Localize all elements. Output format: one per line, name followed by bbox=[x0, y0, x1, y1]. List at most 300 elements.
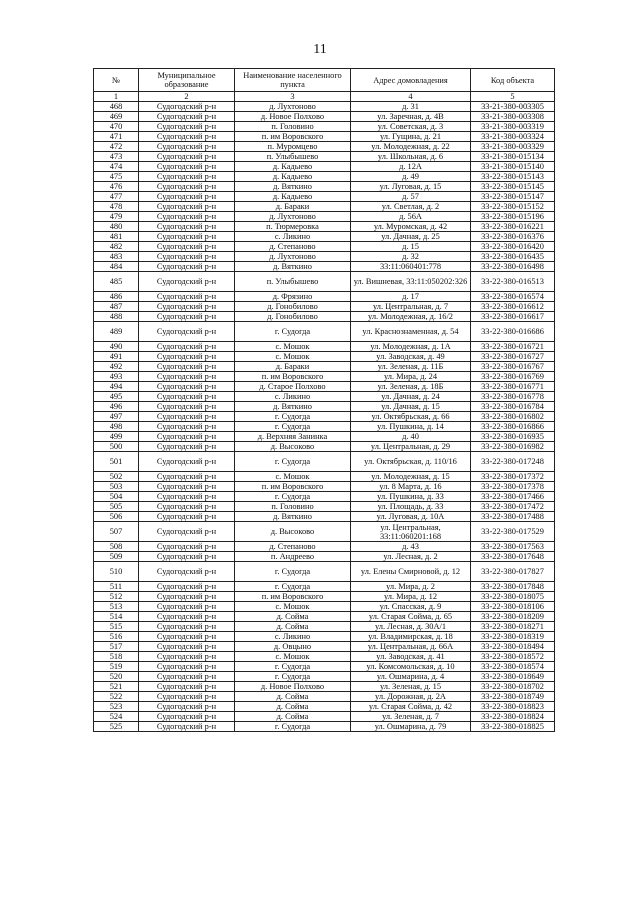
municipality-cell: Судогодский р-н bbox=[139, 382, 235, 392]
address-cell: ул. Зеленая, д. 7 bbox=[351, 712, 471, 722]
row-number: 485 bbox=[94, 272, 139, 292]
row-number: 512 bbox=[94, 592, 139, 602]
address-cell: ул. Заводская, д. 41 bbox=[351, 652, 471, 662]
object-code-cell: 33-22-380-016513 bbox=[471, 272, 555, 292]
table-row bbox=[94, 592, 555, 602]
settlement-cell: д. Кадыево bbox=[235, 162, 351, 172]
column-index: 1 bbox=[94, 92, 139, 102]
row-number: 494 bbox=[94, 382, 139, 392]
row-number: 469 bbox=[94, 112, 139, 122]
settlement-cell: д. Лухтоново bbox=[235, 212, 351, 222]
address-cell: ул. Дачная, д. 15 bbox=[351, 402, 471, 412]
address-cell: ул. Октябрьская, д. 110/16 bbox=[351, 452, 471, 472]
object-code-cell: 33-22-380-018649 bbox=[471, 672, 555, 682]
settlement-cell: п. им Воровского bbox=[235, 482, 351, 492]
table-row bbox=[94, 702, 555, 712]
row-number: 483 bbox=[94, 252, 139, 262]
object-code-cell: 33-22-380-018825 bbox=[471, 722, 555, 732]
object-code-cell: 33-22-380-015196 bbox=[471, 212, 555, 222]
municipality-cell: Судогодский р-н bbox=[139, 112, 235, 122]
municipality-cell: Судогодский р-н bbox=[139, 542, 235, 552]
address-cell: д. 12А bbox=[351, 162, 471, 172]
settlement-cell: п. Головино bbox=[235, 122, 351, 132]
object-code-cell: 33-22-380-016435 bbox=[471, 252, 555, 262]
table-body bbox=[94, 102, 555, 732]
object-code-cell: 33-22-380-018749 bbox=[471, 692, 555, 702]
object-code-cell: 33-22-380-017848 bbox=[471, 582, 555, 592]
address-cell: ул. 8 Марта, д. 16 bbox=[351, 482, 471, 492]
address-cell: ул. Мира, д. 2 bbox=[351, 582, 471, 592]
settlement-cell: г. Судогда bbox=[235, 562, 351, 582]
municipality-cell: Судогодский р-н bbox=[139, 472, 235, 482]
table-row bbox=[94, 182, 555, 192]
municipality-cell: Судогодский р-н bbox=[139, 602, 235, 612]
object-code-cell: 33-22-380-015147 bbox=[471, 192, 555, 202]
row-number: 486 bbox=[94, 292, 139, 302]
table-row bbox=[94, 602, 555, 612]
table-row bbox=[94, 402, 555, 412]
municipality-cell: Судогодский р-н bbox=[139, 322, 235, 342]
table-row bbox=[94, 152, 555, 162]
municipality-cell: Судогодский р-н bbox=[139, 302, 235, 312]
settlement-cell: г. Судогда bbox=[235, 662, 351, 672]
object-code-cell: 33-21-380-003308 bbox=[471, 112, 555, 122]
settlement-cell: д. Степаново bbox=[235, 542, 351, 552]
address-cell: ул. Пушкина, д. 14 bbox=[351, 422, 471, 432]
settlement-cell: г. Судогда bbox=[235, 582, 351, 592]
settlement-cell: п. Головино bbox=[235, 502, 351, 512]
table-row bbox=[94, 252, 555, 262]
address-cell: ул. Зеленая, д. 11Б bbox=[351, 362, 471, 372]
row-number: 524 bbox=[94, 712, 139, 722]
municipality-cell: Судогодский р-н bbox=[139, 142, 235, 152]
row-number: 473 bbox=[94, 152, 139, 162]
settlement-cell: г. Судогда bbox=[235, 452, 351, 472]
table-row bbox=[94, 692, 555, 702]
municipality-cell: Судогодский р-н bbox=[139, 522, 235, 542]
municipality-cell: Судогодский р-н bbox=[139, 622, 235, 632]
object-code-cell: 33-22-380-018106 bbox=[471, 602, 555, 612]
table-row bbox=[94, 682, 555, 692]
table-row bbox=[94, 202, 555, 212]
address-cell: ул. Ошмарина, д. 4 bbox=[351, 672, 471, 682]
settlement-cell: д. Гонобилово bbox=[235, 302, 351, 312]
municipality-cell: Судогодский р-н bbox=[139, 502, 235, 512]
settlement-cell: д. Гонобилово bbox=[235, 312, 351, 322]
table-row bbox=[94, 302, 555, 312]
table-row bbox=[94, 322, 555, 342]
address-cell: ул. Центральная, д. 66А bbox=[351, 642, 471, 652]
object-code-cell: 33-21-380-003319 bbox=[471, 122, 555, 132]
table-row bbox=[94, 612, 555, 622]
settlement-cell: п. Андреево bbox=[235, 552, 351, 562]
settlement-cell: с. Ликино bbox=[235, 232, 351, 242]
header-address: Адрес домовладения bbox=[351, 69, 471, 92]
municipality-cell: Судогодский р-н bbox=[139, 432, 235, 442]
object-code-cell: 33-22-380-016866 bbox=[471, 422, 555, 432]
address-cell: д. 17 bbox=[351, 292, 471, 302]
settlement-cell: д. Бараки bbox=[235, 202, 351, 212]
row-number: 475 bbox=[94, 172, 139, 182]
table-row bbox=[94, 712, 555, 722]
table-row bbox=[94, 292, 555, 302]
table-row bbox=[94, 362, 555, 372]
table-row bbox=[94, 622, 555, 632]
row-number: 470 bbox=[94, 122, 139, 132]
municipality-cell: Судогодский р-н bbox=[139, 692, 235, 702]
municipality-cell: Судогодский р-н bbox=[139, 492, 235, 502]
address-cell: ул. Луговая, д. 10А bbox=[351, 512, 471, 522]
table-row bbox=[94, 482, 555, 492]
object-code-cell: 33-21-380-003329 bbox=[471, 142, 555, 152]
municipality-cell: Судогодский р-н bbox=[139, 632, 235, 642]
address-cell: ул. Елены Смирновой, д. 12 bbox=[351, 562, 471, 582]
row-number: 493 bbox=[94, 372, 139, 382]
object-code-cell: 33-22-380-016221 bbox=[471, 222, 555, 232]
address-cell: ул. Лесная, д. 2 bbox=[351, 552, 471, 562]
address-cell: д. 57 bbox=[351, 192, 471, 202]
object-code-cell: 33-22-380-016771 bbox=[471, 382, 555, 392]
object-code-cell: 33-21-380-015140 bbox=[471, 162, 555, 172]
municipality-cell: Судогодский р-н bbox=[139, 132, 235, 142]
municipality-cell: Судогодский р-н bbox=[139, 512, 235, 522]
municipality-cell: Судогодский р-н bbox=[139, 372, 235, 382]
settlement-cell: г. Судогда bbox=[235, 672, 351, 682]
municipality-cell: Судогодский р-н bbox=[139, 562, 235, 582]
row-number: 502 bbox=[94, 472, 139, 482]
address-cell: д. 40 bbox=[351, 432, 471, 442]
address-cell: ул. Владимирская, д. 18 bbox=[351, 632, 471, 642]
settlement-cell: п. им Воровского bbox=[235, 132, 351, 142]
settlement-cell: п. Тюрмеровка bbox=[235, 222, 351, 232]
municipality-cell: Судогодский р-н bbox=[139, 482, 235, 492]
row-number: 488 bbox=[94, 312, 139, 322]
object-code-cell: 33-22-380-017488 bbox=[471, 512, 555, 522]
address-cell: ул. Молодежная, д. 1А bbox=[351, 342, 471, 352]
header-object-code: Код объекта bbox=[471, 69, 555, 92]
row-number: 518 bbox=[94, 652, 139, 662]
objects-table bbox=[93, 68, 555, 732]
municipality-cell: Судогодский р-н bbox=[139, 422, 235, 432]
address-cell: ул. Старая Сойма, д. 42 bbox=[351, 702, 471, 712]
table-row bbox=[94, 312, 555, 322]
settlement-cell: д. Вяткино bbox=[235, 402, 351, 412]
municipality-cell: Судогодский р-н bbox=[139, 192, 235, 202]
table-row bbox=[94, 522, 555, 542]
column-index: 4 bbox=[351, 92, 471, 102]
object-code-cell: 33-22-380-018824 bbox=[471, 712, 555, 722]
row-number: 509 bbox=[94, 552, 139, 562]
settlement-cell: д. Лухтоново bbox=[235, 252, 351, 262]
row-number: 513 bbox=[94, 602, 139, 612]
column-index: 3 bbox=[235, 92, 351, 102]
row-number: 497 bbox=[94, 412, 139, 422]
settlement-cell: д. Сойма bbox=[235, 702, 351, 712]
municipality-cell: Судогодский р-н bbox=[139, 262, 235, 272]
address-cell: 33:11:060401:778 bbox=[351, 262, 471, 272]
settlement-cell: д. Новое Полхово bbox=[235, 112, 351, 122]
settlement-cell: п. им Воровского bbox=[235, 592, 351, 602]
row-number: 501 bbox=[94, 452, 139, 472]
municipality-cell: Судогодский р-н bbox=[139, 342, 235, 352]
object-code-cell: 33-22-380-016935 bbox=[471, 432, 555, 442]
object-code-cell: 33-22-380-018271 bbox=[471, 622, 555, 632]
table-row bbox=[94, 432, 555, 442]
table-row bbox=[94, 672, 555, 682]
row-number: 511 bbox=[94, 582, 139, 592]
row-number: 476 bbox=[94, 182, 139, 192]
settlement-cell: с. Мошок bbox=[235, 602, 351, 612]
settlement-cell: д. Высоково bbox=[235, 442, 351, 452]
address-cell: ул. Молодежная, д. 15 bbox=[351, 472, 471, 482]
object-code-cell: 33-22-380-016982 bbox=[471, 442, 555, 452]
table-row bbox=[94, 472, 555, 482]
settlement-cell: д. Кадыево bbox=[235, 192, 351, 202]
column-index: 2 bbox=[139, 92, 235, 102]
municipality-cell: Судогодский р-н bbox=[139, 172, 235, 182]
table-row bbox=[94, 652, 555, 662]
table-row bbox=[94, 542, 555, 552]
row-number: 506 bbox=[94, 512, 139, 522]
municipality-cell: Судогодский р-н bbox=[139, 202, 235, 212]
object-code-cell: 33-22-380-016574 bbox=[471, 292, 555, 302]
row-number: 489 bbox=[94, 322, 139, 342]
municipality-cell: Судогодский р-н bbox=[139, 212, 235, 222]
row-number: 472 bbox=[94, 142, 139, 152]
settlement-cell: д. Кадыево bbox=[235, 172, 351, 182]
object-code-cell: 33-22-380-016778 bbox=[471, 392, 555, 402]
row-number: 515 bbox=[94, 622, 139, 632]
object-code-cell: 33-22-380-017827 bbox=[471, 562, 555, 582]
settlement-cell: с. Мошок bbox=[235, 652, 351, 662]
address-cell: ул. Мира, д. 12 bbox=[351, 592, 471, 602]
municipality-cell: Судогодский р-н bbox=[139, 402, 235, 412]
row-number: 482 bbox=[94, 242, 139, 252]
object-code-cell: 33-22-380-016769 bbox=[471, 372, 555, 382]
settlement-cell: д. Сойма bbox=[235, 622, 351, 632]
settlement-cell: д. Высоково bbox=[235, 522, 351, 542]
row-number: 471 bbox=[94, 132, 139, 142]
object-code-cell: 33-22-380-016802 bbox=[471, 412, 555, 422]
object-code-cell: 33-21-380-015134 bbox=[471, 152, 555, 162]
settlement-cell: г. Судогда bbox=[235, 322, 351, 342]
object-code-cell: 33-22-380-016420 bbox=[471, 242, 555, 252]
municipality-cell: Судогодский р-н bbox=[139, 242, 235, 252]
header-settlement: Наименование населенного пункта bbox=[235, 69, 351, 92]
object-code-cell: 33-22-380-018702 bbox=[471, 682, 555, 692]
object-code-cell: 33-22-380-017648 bbox=[471, 552, 555, 562]
row-number: 520 bbox=[94, 672, 139, 682]
object-code-cell: 33-22-380-015152 bbox=[471, 202, 555, 212]
address-cell: ул. Заводская, д. 49 bbox=[351, 352, 471, 362]
table-row bbox=[94, 262, 555, 272]
row-number: 500 bbox=[94, 442, 139, 452]
table-row bbox=[94, 242, 555, 252]
object-code-cell: 33-21-380-003305 bbox=[471, 102, 555, 112]
address-cell: ул. Зеленая, д. 18Б bbox=[351, 382, 471, 392]
row-number: 522 bbox=[94, 692, 139, 702]
municipality-cell: Судогодский р-н bbox=[139, 662, 235, 672]
table-row bbox=[94, 192, 555, 202]
address-cell: ул. Лесная, д. 30А/1 bbox=[351, 622, 471, 632]
table-row bbox=[94, 422, 555, 432]
row-number: 517 bbox=[94, 642, 139, 652]
municipality-cell: Судогодский р-н bbox=[139, 442, 235, 452]
municipality-cell: Судогодский р-н bbox=[139, 222, 235, 232]
municipality-cell: Судогодский р-н bbox=[139, 232, 235, 242]
row-number: 503 bbox=[94, 482, 139, 492]
object-code-cell: 33-22-380-018572 bbox=[471, 652, 555, 662]
settlement-cell: д. Верхняя Занинка bbox=[235, 432, 351, 442]
address-cell: ул. Площадь, д. 33 bbox=[351, 502, 471, 512]
table-row bbox=[94, 232, 555, 242]
row-number: 505 bbox=[94, 502, 139, 512]
object-code-cell: 33-22-380-018209 bbox=[471, 612, 555, 622]
municipality-cell: Судогодский р-н bbox=[139, 162, 235, 172]
municipality-cell: Судогодский р-н bbox=[139, 592, 235, 602]
table-row bbox=[94, 372, 555, 382]
municipality-cell: Судогодский р-н bbox=[139, 182, 235, 192]
row-number: 496 bbox=[94, 402, 139, 412]
address-cell: ул. Ошмарина, д. 79 bbox=[351, 722, 471, 732]
row-number: 510 bbox=[94, 562, 139, 582]
object-code-cell: 33-22-380-015145 bbox=[471, 182, 555, 192]
municipality-cell: Судогодский р-н bbox=[139, 152, 235, 162]
row-number: 479 bbox=[94, 212, 139, 222]
municipality-cell: Судогодский р-н bbox=[139, 582, 235, 592]
settlement-cell: д. Овцыно bbox=[235, 642, 351, 652]
table-row bbox=[94, 342, 555, 352]
table-row bbox=[94, 352, 555, 362]
row-number: 468 bbox=[94, 102, 139, 112]
settlement-cell: с. Мошок bbox=[235, 342, 351, 352]
object-code-cell: 33-22-380-018319 bbox=[471, 632, 555, 642]
object-code-cell: 33-22-380-016612 bbox=[471, 302, 555, 312]
settlement-cell: д. Сойма bbox=[235, 612, 351, 622]
settlement-cell: г. Судогда bbox=[235, 412, 351, 422]
table-row bbox=[94, 132, 555, 142]
column-index-row bbox=[94, 92, 555, 102]
municipality-cell: Судогодский р-н bbox=[139, 352, 235, 362]
table-row bbox=[94, 562, 555, 582]
table-row bbox=[94, 722, 555, 732]
address-cell: ул. Пушкина, д. 33 bbox=[351, 492, 471, 502]
row-number: 481 bbox=[94, 232, 139, 242]
municipality-cell: Судогодский р-н bbox=[139, 672, 235, 682]
municipality-cell: Судогодский р-н bbox=[139, 412, 235, 422]
settlement-cell: д. Вяткино bbox=[235, 262, 351, 272]
row-number: 514 bbox=[94, 612, 139, 622]
municipality-cell: Судогодский р-н bbox=[139, 272, 235, 292]
address-cell: ул. Зеленая, д. 15 bbox=[351, 682, 471, 692]
municipality-cell: Судогодский р-н bbox=[139, 102, 235, 112]
object-code-cell: 33-22-380-017248 bbox=[471, 452, 555, 472]
table-row bbox=[94, 392, 555, 402]
table-row bbox=[94, 162, 555, 172]
row-number: 495 bbox=[94, 392, 139, 402]
settlement-cell: п. Муромцево bbox=[235, 142, 351, 152]
municipality-cell: Судогодский р-н bbox=[139, 252, 235, 262]
settlement-cell: д. Новое Полхово bbox=[235, 682, 351, 692]
table-row bbox=[94, 582, 555, 592]
table-row bbox=[94, 552, 555, 562]
table-row bbox=[94, 112, 555, 122]
object-code-cell: 33-22-380-017378 bbox=[471, 482, 555, 492]
object-code-cell: 33-22-380-017372 bbox=[471, 472, 555, 482]
address-cell: д. 43 bbox=[351, 542, 471, 552]
address-cell: ул. Муромская, д. 42 bbox=[351, 222, 471, 232]
row-number: 491 bbox=[94, 352, 139, 362]
table-row bbox=[94, 492, 555, 502]
settlement-cell: г. Судогда bbox=[235, 422, 351, 432]
table-row bbox=[94, 212, 555, 222]
table-row bbox=[94, 272, 555, 292]
address-cell: ул. Советская, д. 3 bbox=[351, 122, 471, 132]
municipality-cell: Судогодский р-н bbox=[139, 612, 235, 622]
row-number: 521 bbox=[94, 682, 139, 692]
address-cell: д. 56А bbox=[351, 212, 471, 222]
settlement-cell: с. Мошок bbox=[235, 472, 351, 482]
object-code-cell: 33-22-380-018574 bbox=[471, 662, 555, 672]
table-row bbox=[94, 632, 555, 642]
municipality-cell: Судогодский р-н bbox=[139, 682, 235, 692]
settlement-cell: г. Судогда bbox=[235, 492, 351, 502]
row-number: 478 bbox=[94, 202, 139, 212]
object-code-cell: 33-22-380-017563 bbox=[471, 542, 555, 552]
object-code-cell: 33-22-380-016721 bbox=[471, 342, 555, 352]
municipality-cell: Судогодский р-н bbox=[139, 392, 235, 402]
header-row bbox=[94, 69, 555, 92]
table-row bbox=[94, 662, 555, 672]
municipality-cell: Судогодский р-н bbox=[139, 722, 235, 732]
header-municipality: Муниципальное образование bbox=[139, 69, 235, 92]
settlement-cell: п. Улыбышево bbox=[235, 152, 351, 162]
municipality-cell: Судогодский р-н bbox=[139, 312, 235, 322]
address-cell: ул. Мира, д. 24 bbox=[351, 372, 471, 382]
row-number: 498 bbox=[94, 422, 139, 432]
municipality-cell: Судогодский р-н bbox=[139, 642, 235, 652]
table-row bbox=[94, 452, 555, 472]
table-row bbox=[94, 442, 555, 452]
municipality-cell: Судогодский р-н bbox=[139, 452, 235, 472]
page-number: 11 bbox=[313, 42, 327, 57]
municipality-cell: Судогодский р-н bbox=[139, 712, 235, 722]
row-number: 477 bbox=[94, 192, 139, 202]
table-row bbox=[94, 102, 555, 112]
object-code-cell: 33-22-380-016727 bbox=[471, 352, 555, 362]
settlement-cell: п. Улыбышево bbox=[235, 272, 351, 292]
object-code-cell: 33-22-380-016767 bbox=[471, 362, 555, 372]
object-code-cell: 33-22-380-016784 bbox=[471, 402, 555, 412]
address-cell: ул. Молодежная, д. 22 bbox=[351, 142, 471, 152]
column-index: 5 bbox=[471, 92, 555, 102]
table-row bbox=[94, 412, 555, 422]
address-cell: д. 31 bbox=[351, 102, 471, 112]
row-number: 487 bbox=[94, 302, 139, 312]
municipality-cell: Судогодский р-н bbox=[139, 122, 235, 132]
settlement-cell: д. Бараки bbox=[235, 362, 351, 372]
address-cell: ул. Центральная, д. 29 bbox=[351, 442, 471, 452]
row-number: 504 bbox=[94, 492, 139, 502]
row-number: 508 bbox=[94, 542, 139, 552]
settlement-cell: д. Фрязино bbox=[235, 292, 351, 302]
object-code-cell: 33-22-380-017472 bbox=[471, 502, 555, 512]
address-cell: ул. Дорожная, д. 2А bbox=[351, 692, 471, 702]
settlement-cell: с. Ликино bbox=[235, 392, 351, 402]
address-cell: ул. Школьная, д. 6 bbox=[351, 152, 471, 162]
row-number: 507 bbox=[94, 522, 139, 542]
address-cell: ул. Краснознаменная, д. 54 bbox=[351, 322, 471, 342]
